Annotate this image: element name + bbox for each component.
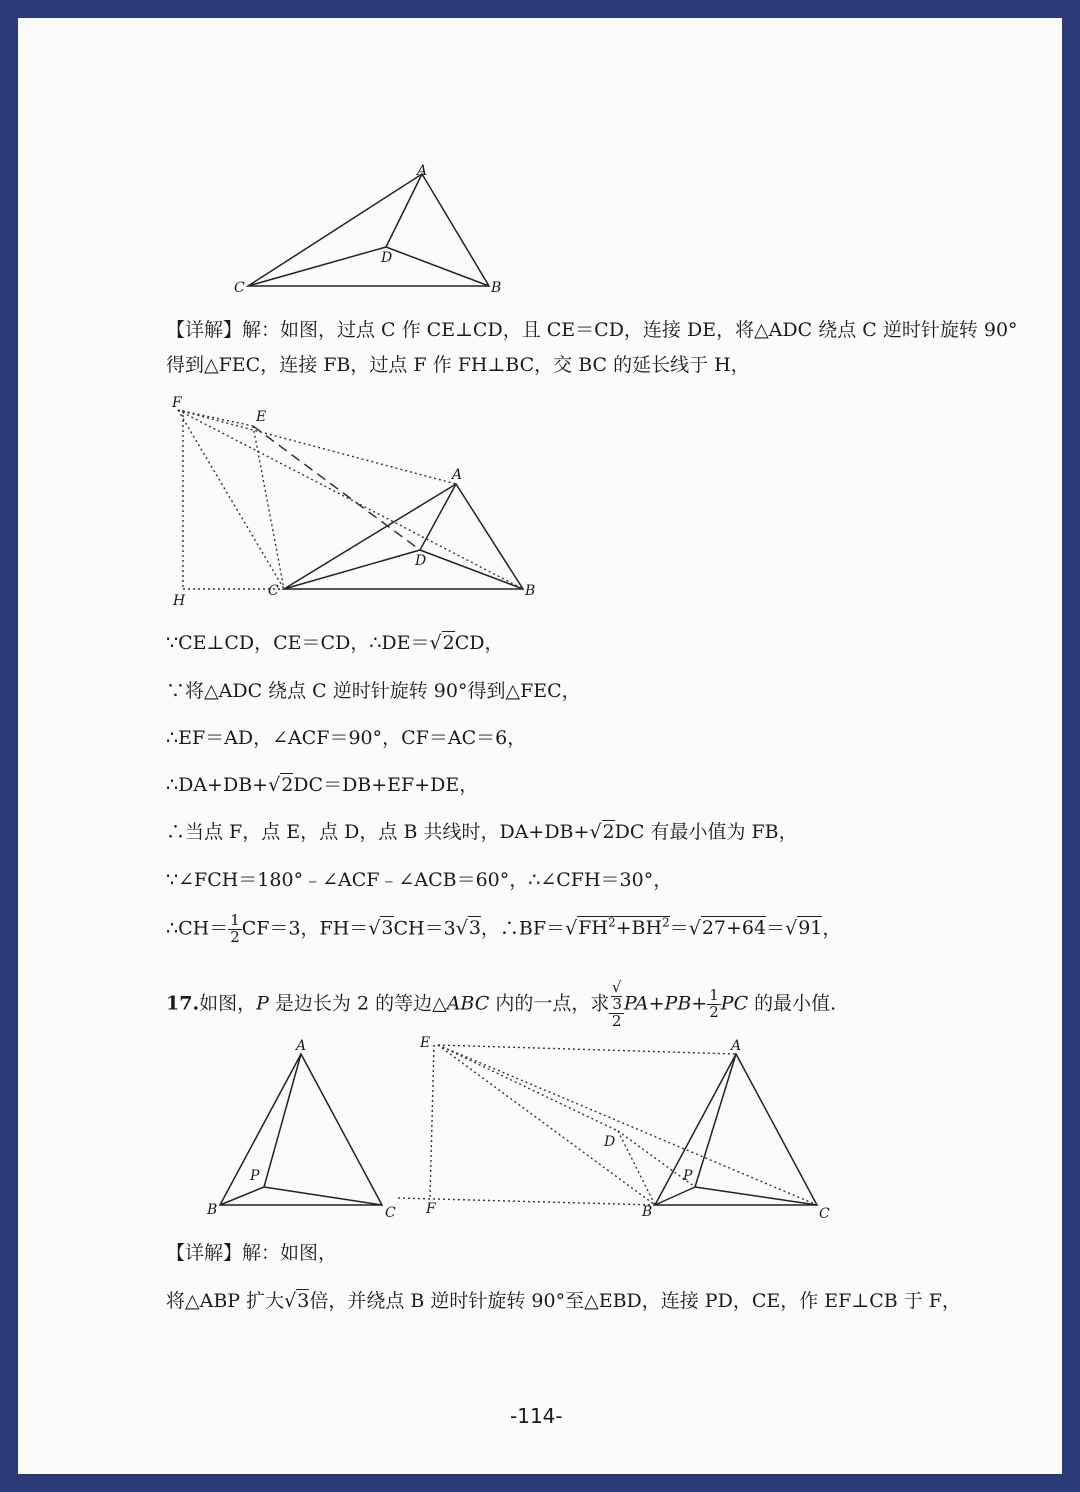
step7-eq-2: ＝ [766,917,786,940]
fig4-label-b: B [642,1204,653,1220]
step7-sup-2: 2 [662,915,670,930]
step5-radicand: 2 [602,821,615,843]
q17-text-2: 是边长为 2 的等边△ [268,992,447,1015]
sol17-line2: 将△ABP 扩大√3倍，并绕点 B 逆时针旋转 90°至△EBD，连接 PD，CE，作 EF⊥CB 于 F， [166,1290,961,1312]
sol17-text-b: 倍，并绕点 B 逆时针旋转 90°至△EBD，连接 PD，CE，作 EF⊥CB 于 F， [309,1290,961,1312]
q17-frac2-den: 2 [709,1003,719,1022]
fig3-label-b: B [207,1202,218,1218]
step7-text-c: CH＝3 [393,917,456,940]
fig2-label-b: B [525,583,536,599]
q17-frac1-num: √ 3 [609,980,624,1014]
fig3-label-p: P [250,1168,260,1184]
step7-eq-1: ＝ [669,917,689,940]
fig1-label-a: A [417,163,428,179]
step7-frac-num: 1 [230,911,240,929]
sol17-line1: 【详解】解：如图， [166,1242,338,1264]
fig2-label-e: E [256,409,267,425]
sol16-line2: 得到△FEC，连接 FB，过点 F 作 FH⊥BC，交 BC 的延长线于 H， [166,354,750,376]
sol16-step5: ∴当点 F，点 E，点 D，点 B 共线时，DA+DB+√2DC 有最小值为 FB， [166,821,798,843]
fig1-label-b: B [491,280,502,296]
q17-text-4: PA+PB+ [623,992,708,1015]
sol16-step6: ∵∠FCH＝180°﹣∠ACF﹣∠ACB＝60°，∴∠CFH＝30°， [166,869,673,891]
fig2-label-a: A [452,467,463,483]
fig4-label-a: A [731,1038,742,1054]
sol17-text-a: 将△ABP 扩大 [166,1290,285,1312]
step7-sup-1: 2 [607,915,616,930]
step4-text-a: ∴DA+DB+ [166,774,269,796]
fig2-label-h: H [173,593,186,609]
fig2-label-d: D [415,553,427,569]
sol16-step3: ∴EF＝AD，∠ACF＝90°，CF＝AC＝6， [166,727,527,749]
q17-text-6: 的最小值. [748,992,837,1015]
sol16-step1: ∵CE⊥CD，CE＝CD，∴DE＝√2CD， [166,632,504,654]
step7-text-g: ， [822,917,842,940]
step7-text-d: ，∴BF＝ [480,917,566,940]
fig3-label-a: A [296,1038,307,1054]
fig2-label-c: C [268,583,279,599]
q17-text-1: 如图， [199,992,257,1015]
step7-radicand-5: 91 [798,917,823,940]
sol17-radicand: 3 [297,1290,310,1312]
sol16-step2: ∵将△ADC 绕点 C 逆时针旋转 90°得到△FEC， [166,680,581,702]
page-number: -114- [510,1404,563,1428]
step5-text-a: ∴当点 F，点 E，点 D，点 B 共线时，DA+DB+ [166,821,590,843]
fig4-label-c: C [819,1206,830,1222]
q17-point-p: P [256,992,269,1015]
step7-radicand-2: 3 [468,917,481,940]
q17-text-5: PC [720,992,749,1015]
step4-radicand: 2 [281,774,294,796]
fig3-label-c: C [385,1205,396,1221]
q17-frac2-num: 1 [709,986,719,1005]
step7-radicand-1: 3 [381,917,394,940]
step7-text-b: CF＝3，FH＝ [241,917,369,940]
q17-frac1-den: 2 [611,1011,622,1030]
step4-text-b: DC＝DB+EF+DE， [293,774,479,796]
step7-bh: +BH [615,917,663,940]
step5-text-b: DC 有最小值为 FB， [614,821,798,843]
step1-text-b: CD， [454,632,504,654]
sol16-line1: 【详解】解：如图，过点 C 作 CE⊥CD，且 CE＝CD，连接 DE，将△ADC 绕点 C 逆时针旋转 90° [166,319,1018,341]
fig1-label-c: C [234,280,245,296]
fig2-label-f: F [172,395,182,411]
step7-frac-den: 2 [230,927,240,946]
step1-text-a: ∵CE⊥CD，CE＝CD，∴DE＝ [166,632,430,654]
fig1-label-d: D [381,250,393,266]
fig4-label-p: P [683,1168,693,1184]
q17-triangle-abc: ABC [446,992,490,1015]
sol16-step4: ∴DA+DB+√2DC＝DB+EF+DE， [166,774,479,796]
step7-fh: FH [578,917,608,940]
fig4-label-e: E [420,1035,431,1051]
q17-frac1-radicand: 3 [612,994,622,1013]
step7-radicand-4: 27+64 [701,917,767,940]
step7-text-a: ∴CH＝ [166,917,229,940]
step1-radicand: 2 [442,632,455,654]
sol16-step7: ∴CH＝ $\frac{1}{2}$ CF＝3，FH＝√3CH＝3√3，$\therefore BF=√FH^2+BH^2=√27+64=√91$， [166,911,842,946]
document-page [18,18,1062,1474]
fig4-label-d: D [604,1134,616,1150]
fig4-label-f: F [426,1201,436,1217]
q17-text-3: 内的一点，求 [489,992,610,1015]
q17-number: 17. [166,992,200,1015]
